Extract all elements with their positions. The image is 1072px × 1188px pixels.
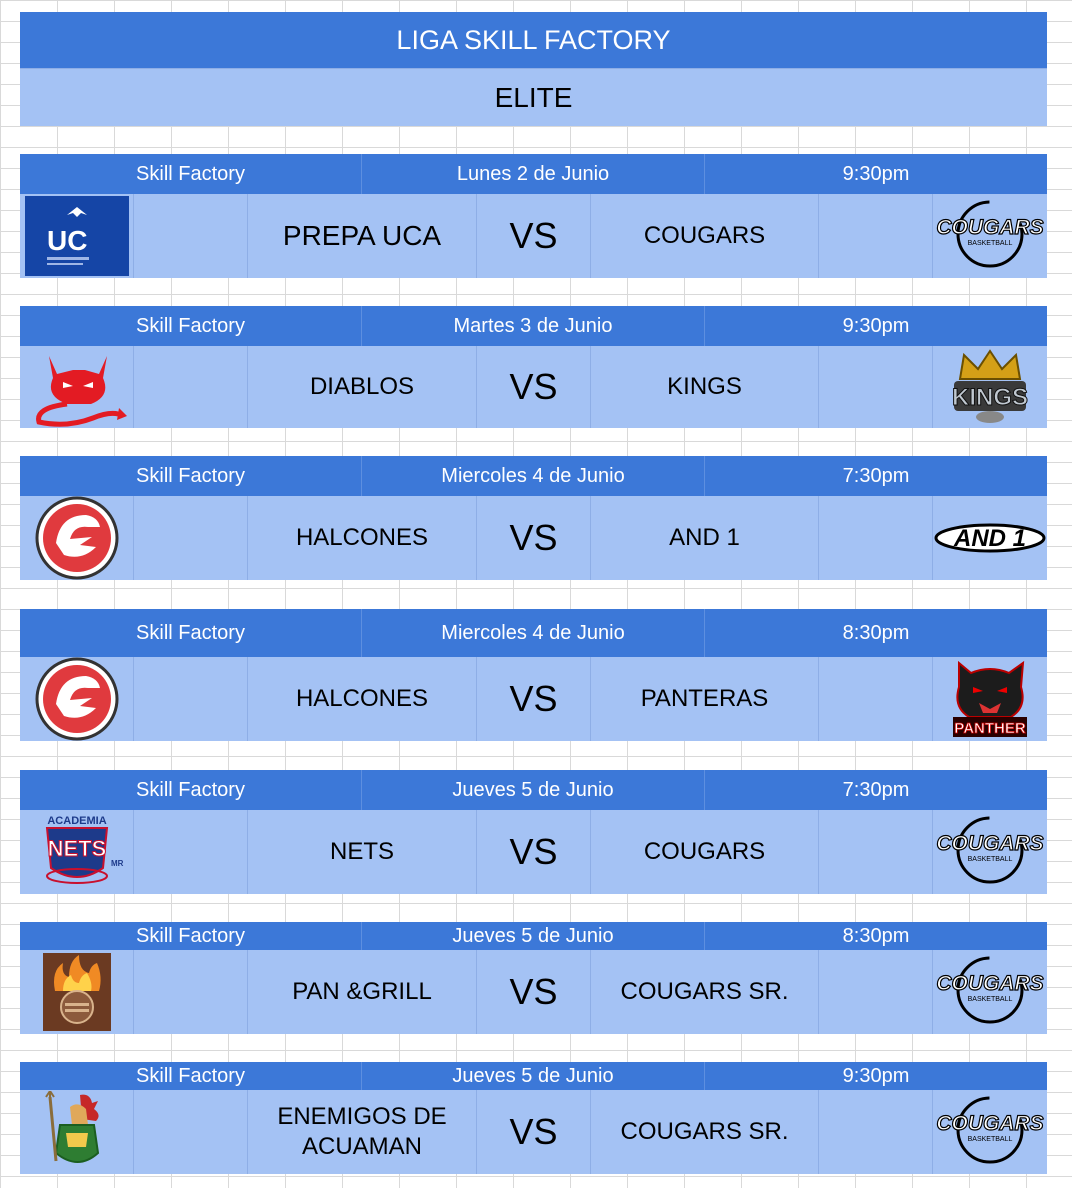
cougars-logo-subtext: BASKETBALL: [967, 1136, 1013, 1143]
time-cell[interactable]: 8:30pm: [842, 924, 910, 947]
away-team[interactable]: KINGS: [591, 346, 819, 428]
away-team[interactable]: COUGARS SR.: [591, 1090, 819, 1174]
cougars-logo-text: COUGARS: [936, 832, 1044, 855]
matchup-row: [20, 346, 1047, 428]
date-cell[interactable]: Jueves 5 de Junio: [362, 770, 705, 810]
spacer-cell[interactable]: [134, 346, 248, 428]
matchup-row: [20, 657, 1047, 741]
date-cell[interactable]: Martes 3 de Junio: [362, 306, 705, 346]
spacer-cell[interactable]: [819, 496, 933, 580]
vs-label: VS: [477, 194, 591, 278]
aquaman-rooster-logo-icon: [20, 1090, 134, 1174]
venue-cell[interactable]: Skill Factory: [20, 1062, 362, 1090]
cougars-logo-icon: [933, 950, 1047, 1034]
time-cell[interactable]: 9:30pm: [842, 314, 910, 337]
spacer-cell[interactable]: [134, 496, 248, 580]
venue-cell[interactable]: Skill Factory: [20, 770, 362, 810]
venue-cell[interactable]: Skill Factory: [20, 154, 362, 194]
cougars-logo-icon: [933, 194, 1047, 278]
kings-logo-text: KINGS: [951, 384, 1029, 411]
time-cell[interactable]: 7:30pm: [842, 464, 910, 487]
home-team[interactable]: HALCONES: [248, 496, 477, 580]
date-cell[interactable]: Miercoles 4 de Junio: [362, 609, 705, 657]
game-header: [20, 922, 1047, 950]
division-title: ELITE: [20, 68, 1047, 126]
cougars-logo-icon: [933, 1090, 1047, 1174]
away-team[interactable]: AND 1: [591, 496, 819, 580]
vs-label: VS: [477, 657, 591, 741]
time-cell[interactable]: 7:30pm: [842, 778, 910, 801]
venue-cell[interactable]: Skill Factory: [20, 609, 362, 657]
home-team[interactable]: HALCONES: [248, 657, 477, 741]
cougars-logo-icon: [933, 810, 1047, 894]
game-header: [20, 609, 1047, 657]
date-cell[interactable]: Jueves 5 de Junio: [362, 1062, 705, 1090]
spacer-cell[interactable]: [819, 810, 933, 894]
spacer-cell[interactable]: [819, 950, 933, 1034]
cougars-logo-subtext: BASKETBALL: [967, 240, 1013, 247]
home-team[interactable]: DIABLOS: [248, 346, 477, 428]
venue-cell[interactable]: Skill Factory: [20, 456, 362, 496]
and1-logo-text: AND 1: [953, 525, 1027, 552]
home-team[interactable]: NETS: [248, 810, 477, 894]
date-cell[interactable]: Lunes 2 de Junio: [362, 154, 705, 194]
spacer-cell[interactable]: [819, 1090, 933, 1174]
matchup-row: [20, 1090, 1047, 1174]
game-header: [20, 456, 1047, 496]
cougars-logo-subtext: BASKETBALL: [967, 856, 1013, 863]
game-header: [20, 1062, 1047, 1090]
grill-flame-logo-icon: [20, 950, 134, 1034]
home-team[interactable]: PREPA UCA: [248, 194, 477, 278]
home-team[interactable]: PAN &GRILL: [248, 950, 477, 1034]
vs-label: VS: [477, 1090, 591, 1174]
devil-logo-icon: [20, 346, 134, 428]
game-header: [20, 770, 1047, 810]
nets-academy-logo-icon: [20, 810, 134, 894]
spacer-cell[interactable]: [134, 194, 248, 278]
vs-label: VS: [477, 810, 591, 894]
matchup-row: [20, 810, 1047, 894]
spacer-cell[interactable]: [819, 657, 933, 741]
cougars-logo-text: COUGARS: [936, 972, 1044, 995]
time-cell[interactable]: 9:30pm: [842, 162, 910, 185]
cougars-logo-subtext: BASKETBALL: [967, 996, 1013, 1003]
cougars-logo-text: COUGARS: [936, 1112, 1044, 1135]
hawk-logo-icon: [20, 657, 134, 741]
spacer-cell[interactable]: [134, 810, 248, 894]
cougars-logo-text: COUGARS: [936, 216, 1044, 239]
uc-logo-icon: [20, 194, 134, 278]
nets-logo-mr: MR: [110, 859, 123, 868]
nets-logo-toptext: ACADEMIA: [46, 815, 107, 827]
spacer-cell[interactable]: [819, 194, 933, 278]
matchup-row: [20, 950, 1047, 1034]
spacer-cell[interactable]: [134, 1090, 248, 1174]
league-title: LIGA SKILL FACTORY: [20, 12, 1047, 68]
panther-logo-text: PANTHER: [954, 720, 1026, 737]
away-team[interactable]: COUGARS SR.: [591, 950, 819, 1034]
date-cell[interactable]: Jueves 5 de Junio: [362, 922, 705, 950]
panther-logo-icon: [933, 657, 1047, 741]
matchup-row: [20, 194, 1047, 278]
spacer-cell[interactable]: [134, 657, 248, 741]
time-cell[interactable]: 9:30pm: [842, 1064, 910, 1087]
vs-label: VS: [477, 346, 591, 428]
matchup-row: [20, 496, 1047, 580]
game-header: [20, 154, 1047, 194]
uc-logo-text: UC: [46, 225, 87, 256]
kings-crown-logo-icon: [933, 346, 1047, 428]
spacer-cell[interactable]: [134, 950, 248, 1034]
hawk-logo-icon: [20, 496, 134, 580]
time-cell[interactable]: 8:30pm: [842, 621, 910, 644]
nets-logo-text: NETS: [47, 836, 106, 861]
and1-logo-icon: [933, 496, 1047, 580]
home-team[interactable]: ENEMIGOS DE ACUAMAN: [248, 1090, 477, 1174]
date-cell[interactable]: Miercoles 4 de Junio: [362, 456, 705, 496]
venue-cell[interactable]: Skill Factory: [20, 306, 362, 346]
vs-label: VS: [477, 950, 591, 1034]
away-team[interactable]: PANTERAS: [591, 657, 819, 741]
spacer-cell[interactable]: [819, 346, 933, 428]
venue-cell[interactable]: Skill Factory: [20, 922, 362, 950]
game-header: [20, 306, 1047, 346]
away-team[interactable]: COUGARS: [591, 810, 819, 894]
vs-label: VS: [477, 496, 591, 580]
away-team[interactable]: COUGARS: [591, 194, 819, 278]
